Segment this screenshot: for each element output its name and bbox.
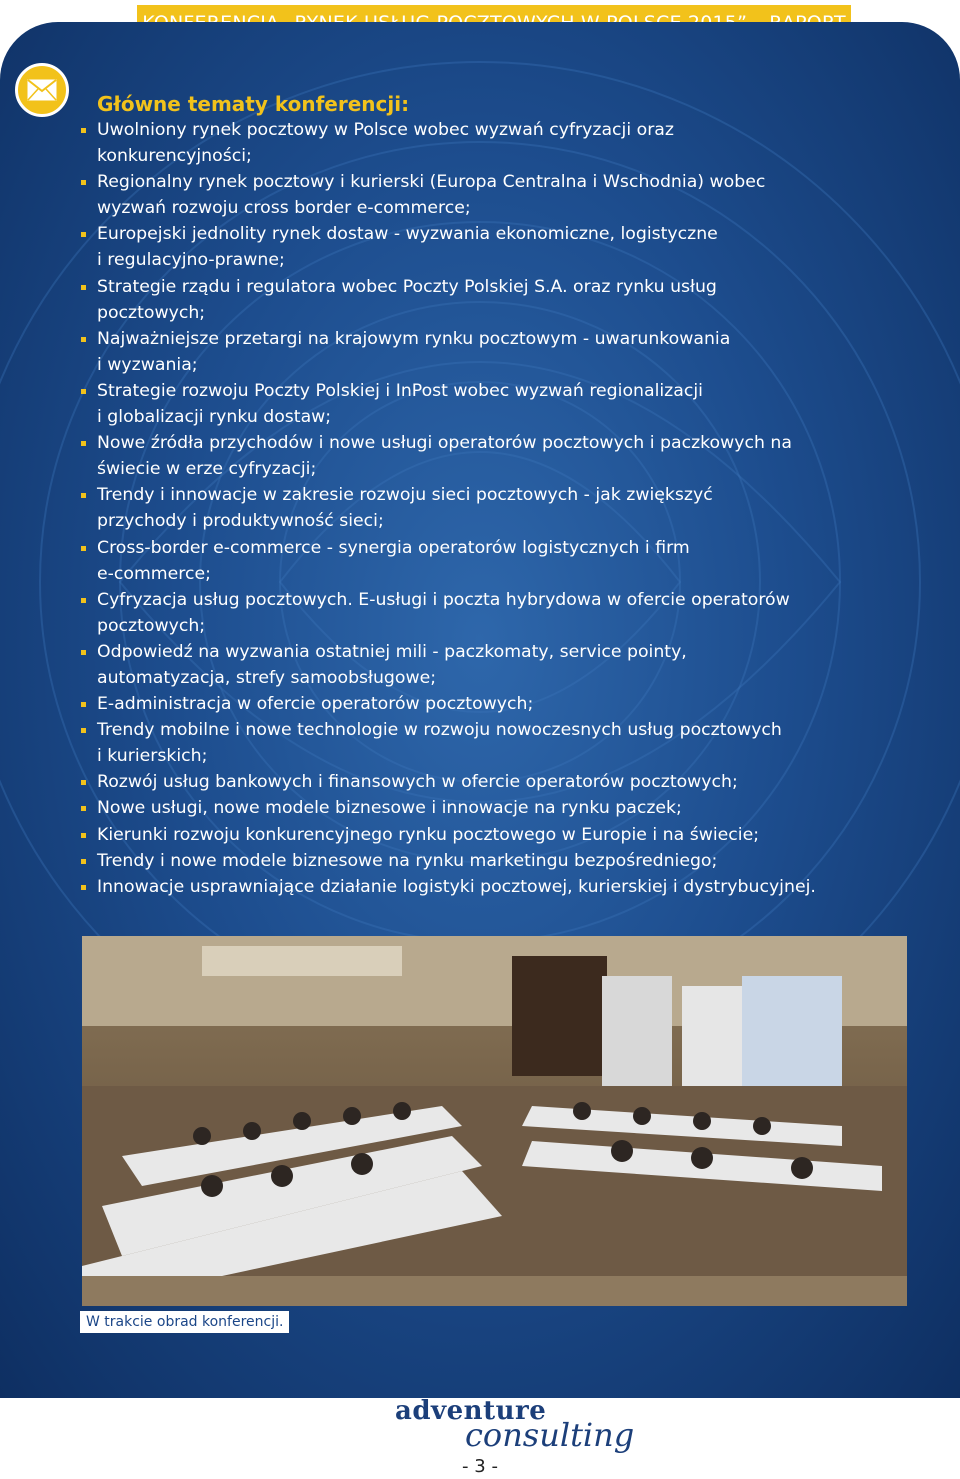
topic-line: świecie w erze cyfryzacji; xyxy=(97,459,317,480)
topic-line: Rozwój usług bankowych i finansowych w ofercie operatorów pocztowych; xyxy=(97,772,738,793)
topic-line: przychody i produktywność sieci; xyxy=(97,511,384,532)
topic-item xyxy=(80,117,920,169)
logo-line1: adventure xyxy=(395,1396,547,1426)
topic-line: Najważniejsze przetargi na krajowym rynku pocztowym - uwarunkowania xyxy=(97,328,731,349)
bullet-icon xyxy=(81,128,86,133)
topic-line: wyzwań rozwoju cross border e-commerce; xyxy=(97,198,471,219)
topic-line: e-commerce; xyxy=(97,563,211,584)
bullet-icon xyxy=(81,833,86,838)
bullet-icon xyxy=(81,780,86,785)
topics-list xyxy=(80,117,920,900)
topics-section xyxy=(80,91,920,900)
bullet-icon xyxy=(81,441,86,446)
bullet-icon xyxy=(81,859,86,864)
envelope-icon xyxy=(15,63,69,117)
company-logo xyxy=(395,1396,635,1460)
topic-item xyxy=(80,169,920,221)
bullet-icon xyxy=(81,702,86,707)
topic-item xyxy=(80,769,920,795)
topic-line: pocztowych; xyxy=(97,615,206,636)
topic-item xyxy=(80,639,920,691)
conference-photo xyxy=(82,936,907,1306)
topic-item xyxy=(80,326,920,378)
bullet-icon xyxy=(81,885,86,890)
bullet-icon xyxy=(81,389,86,394)
bullet-icon xyxy=(81,232,86,237)
topic-item xyxy=(80,482,920,534)
topic-item xyxy=(80,717,920,769)
topic-item xyxy=(80,221,920,273)
topic-line: Strategie rządu i regulatora wobec Poczty Polskiej S.A. oraz rynku usług xyxy=(97,276,717,297)
topic-item xyxy=(80,587,920,639)
bullet-icon xyxy=(81,728,86,733)
topic-item xyxy=(80,848,920,874)
caption-text: W trakcie obrad konferencji. xyxy=(86,1314,284,1330)
topic-line: Cyfryzacja usług pocztowych. E-usługi i poczta hybrydowa w ofercie operatorów xyxy=(97,589,790,610)
bullet-icon xyxy=(81,337,86,342)
topic-item xyxy=(80,874,920,900)
topic-line: Strategie rozwoju Poczty Polskiej i InPost wobec wyzwań regionalizacji xyxy=(97,380,703,401)
topic-line: Trendy i innowacje w zakresie rozwoju sieci pocztowych - jak zwiększyć xyxy=(97,485,713,506)
topic-line: Nowe źródła przychodów i nowe usługi operatorów pocztowych i paczkowych na xyxy=(97,433,792,454)
bullet-icon xyxy=(81,180,86,185)
topic-line: i regulacyjno-prawne; xyxy=(97,250,285,271)
topic-line: Uwolniony rynek pocztowy w Polsce wobec wyzwań cyfryzacji oraz xyxy=(97,120,674,140)
topic-item xyxy=(80,535,920,587)
bullet-icon xyxy=(81,598,86,603)
bullet-icon xyxy=(81,806,86,811)
topic-item xyxy=(80,274,920,326)
topic-line: E-administracja w ofercie operatorów pocztowych; xyxy=(97,694,534,715)
topic-line: i wyzwania; xyxy=(97,354,198,375)
topic-line: automatyzacja, strefy samoobsługowe; xyxy=(97,667,437,688)
logo-line2: consulting xyxy=(465,1416,635,1454)
page-number: - 3 - xyxy=(462,1456,498,1477)
photo-caption xyxy=(80,1311,289,1333)
topic-line: Nowe usługi, nowe modele biznesowe i innowacje na rynku paczek; xyxy=(97,798,682,819)
topic-line: i globalizacji rynku dostaw; xyxy=(97,407,332,428)
topic-item xyxy=(80,691,920,717)
topic-line: Europejski jednolity rynek dostaw - wyzwania ekonomiczne, logistyczne xyxy=(97,224,718,245)
topic-item xyxy=(80,378,920,430)
topic-item xyxy=(80,430,920,482)
topic-item xyxy=(80,822,920,848)
topic-item xyxy=(80,795,920,821)
bullet-icon xyxy=(81,650,86,655)
section-heading: Główne tematy konferencji: xyxy=(97,92,410,116)
topic-line: Trendy mobilne i nowe technologie w rozwoju nowoczesnych usług pocztowych xyxy=(97,720,782,741)
topic-line: Cross-border e-commerce - synergia operatorów logistycznych i firm xyxy=(97,537,690,558)
topic-line: Kierunki rozwoju konkurencyjnego rynku pocztowego w Europie i na świecie; xyxy=(97,824,760,845)
topic-line: Innowacje usprawniające działanie logistyki pocztowej, kurierskiej i dystrybucyjnej. xyxy=(97,876,816,897)
bullet-icon xyxy=(81,285,86,290)
topic-line: Regionalny rynek pocztowy i kurierski (Europa Centralna i Wschodnia) wobec xyxy=(97,172,766,193)
topic-line: Trendy i nowe modele biznesowe na rynku marketingu bezpośredniego; xyxy=(97,850,718,871)
topic-line: Odpowiedź na wyzwania ostatniej mili - paczkomaty, service pointy, xyxy=(97,641,687,662)
bullet-icon xyxy=(81,546,86,551)
topic-line: pocztowych; xyxy=(97,302,206,323)
bullet-icon xyxy=(81,493,86,498)
topic-line: i kurierskich; xyxy=(97,746,208,767)
topic-line: konkurencyjności; xyxy=(97,146,252,167)
